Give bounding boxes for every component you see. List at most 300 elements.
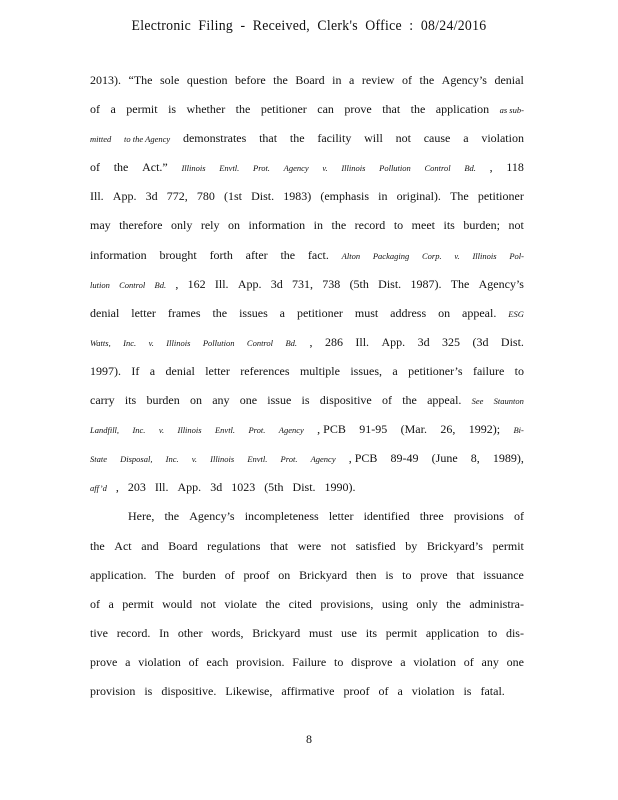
word: App. (381, 334, 406, 349)
word: facility (317, 131, 352, 146)
word: (3d (472, 334, 489, 349)
word: “The (128, 73, 153, 87)
word: the (280, 247, 296, 262)
citation-word: Alton (341, 250, 361, 261)
text-line (90, 245, 524, 274)
word: Ill. (90, 189, 104, 204)
word: information (248, 218, 306, 233)
word: petitioner (260, 102, 307, 117)
word: its (443, 218, 455, 233)
word: of (463, 654, 474, 669)
citation-word: Corp. (422, 250, 442, 261)
text-line (90, 506, 524, 535)
word: 286 (324, 334, 343, 349)
citation-word: Landfill, (90, 425, 120, 436)
word: to (487, 625, 498, 640)
word: incompleteness (244, 509, 319, 524)
word: therefore (119, 218, 163, 233)
word: a (110, 102, 116, 117)
word: permit (385, 625, 418, 640)
word: is (168, 102, 177, 117)
word: using (381, 596, 408, 611)
word: application (425, 625, 480, 640)
citation-word: Envtl. (214, 425, 236, 436)
text-line (90, 303, 524, 332)
word: meet (411, 218, 435, 233)
word: 1989), (492, 451, 524, 466)
citation-word: v. (191, 454, 197, 465)
word: The (450, 189, 469, 204)
word: each (206, 654, 229, 669)
word: of (90, 102, 100, 117)
word: must (308, 625, 333, 640)
word: the (265, 596, 281, 611)
word: App. (237, 276, 262, 291)
text-line (90, 565, 524, 594)
citation-word: Envtl. (247, 454, 268, 465)
word: by (405, 538, 418, 553)
word: fatal. (480, 683, 505, 698)
word: application. (90, 567, 147, 582)
word: the (212, 305, 228, 320)
word: provision (90, 683, 136, 698)
word: App. (177, 480, 202, 495)
word: (5th (349, 276, 369, 291)
text-line (90, 99, 524, 128)
word: The (155, 567, 174, 582)
citation-word: Bd. (464, 163, 476, 174)
citation-word: Pollution (379, 163, 411, 174)
citation-word: v. (454, 250, 460, 261)
word: of (188, 654, 199, 669)
word: is (144, 683, 153, 698)
citation-word: Bd. (154, 279, 167, 290)
word: to (334, 654, 344, 669)
word: Agency’s (441, 73, 487, 87)
word: Brickyard’s (426, 538, 483, 553)
word: disprove (351, 654, 393, 669)
text-line (90, 681, 524, 710)
text-line (90, 652, 524, 681)
word: question (186, 73, 228, 87)
word: of (378, 683, 389, 698)
citation-word: Prot. (248, 425, 266, 436)
citation-word: See (471, 396, 484, 407)
word: a (125, 654, 131, 669)
word: regulations (207, 538, 261, 553)
word: burden (146, 393, 180, 408)
word: 738 (322, 276, 341, 291)
word: only (170, 218, 193, 233)
word: violation (138, 654, 181, 669)
word: that (382, 102, 401, 117)
text-line (90, 215, 524, 244)
citation-word: Illinois (472, 250, 497, 261)
word: violation (411, 683, 455, 698)
word: review (361, 73, 395, 87)
word: administra- (469, 596, 524, 611)
word: not (508, 218, 524, 233)
word: a (108, 596, 114, 611)
word: Board (168, 538, 198, 553)
word: violation (481, 131, 524, 146)
citation-word: lution (90, 279, 110, 290)
word: the (289, 131, 305, 146)
text-line (90, 448, 524, 477)
word: use (341, 625, 358, 640)
text-line (90, 274, 524, 303)
word: burden (182, 567, 216, 582)
word: can (317, 102, 334, 117)
word: information (90, 247, 147, 262)
word: permit (492, 538, 524, 553)
citation-word: Control (119, 279, 146, 290)
word: Brickyard (252, 625, 301, 640)
word: of (381, 393, 392, 408)
word: sole (159, 73, 180, 87)
citation-word: aff’d (90, 483, 107, 494)
word: the (402, 393, 417, 408)
word: Dist. (378, 276, 402, 291)
word: letter (205, 363, 230, 378)
word: in (313, 218, 323, 233)
citation-word: Prot. (253, 163, 270, 174)
word: of (401, 73, 412, 87)
word: the (446, 596, 461, 611)
citation-word: Pol- (509, 250, 524, 261)
word: In (159, 625, 170, 640)
word: 26, (440, 422, 456, 437)
word: , (115, 480, 119, 495)
citation-word: Inc. (123, 337, 137, 348)
word: only (416, 596, 438, 611)
word: on (189, 393, 202, 408)
word: words, (211, 625, 244, 640)
word: 1987). (410, 276, 442, 291)
word: Ill. (355, 334, 370, 349)
word: that (270, 538, 289, 553)
text-line (90, 186, 524, 215)
word: appeal. (462, 305, 497, 320)
word: permit (126, 102, 158, 117)
word: address (390, 305, 427, 320)
word: dispositive. (161, 683, 217, 698)
word: , (489, 160, 493, 175)
word: cited (288, 596, 312, 611)
citation-word: Control (246, 337, 274, 348)
body-text (90, 70, 524, 710)
word: record. (116, 625, 151, 640)
text-line (90, 332, 524, 361)
word: fact. (307, 247, 329, 262)
citation-word: Illinois (177, 425, 202, 436)
citation-word: Inc. (132, 425, 146, 436)
citation-word: v. (322, 163, 328, 174)
word: references (240, 363, 290, 378)
citation-word: Staunton (493, 396, 524, 407)
word: denial (494, 73, 524, 87)
word: 89-49 (390, 451, 419, 466)
word: burden; (463, 218, 500, 233)
text-line (90, 594, 524, 623)
text-line (90, 419, 524, 448)
page-number: 8 (306, 732, 312, 746)
word: (June (431, 451, 458, 466)
word: carry (90, 393, 115, 408)
word: a (400, 654, 406, 669)
word: of (90, 596, 100, 611)
word: cause (423, 131, 451, 146)
text-line (90, 477, 524, 506)
word: 118 (506, 160, 524, 175)
word: on (227, 218, 240, 233)
word: , PCB (348, 451, 378, 466)
word: that (259, 131, 278, 146)
word: Dist. (292, 480, 316, 495)
word: proof (343, 683, 370, 698)
word: whether (186, 102, 226, 117)
word: provision. (236, 654, 285, 669)
word: denial (165, 363, 195, 378)
word: The (450, 276, 470, 291)
word: any (212, 393, 230, 408)
word: 2013). (90, 73, 121, 87)
word: identified (363, 509, 410, 524)
citation-word: Agency (283, 163, 309, 174)
word: Dist. (500, 334, 524, 349)
citation-word: Bd. (285, 337, 298, 348)
word: issues, (350, 363, 383, 378)
word: Here, (128, 509, 155, 524)
word: issue (267, 393, 292, 408)
word: dis- (505, 625, 524, 640)
word: the (164, 509, 180, 524)
citation-word: ESG (508, 308, 524, 319)
citation-word: Illinois (210, 454, 235, 465)
word: demonstrates (182, 131, 247, 146)
word: a (397, 683, 403, 698)
word: provisions (453, 509, 504, 524)
word: the (331, 218, 347, 233)
word: in (332, 73, 342, 87)
word: 3d (270, 276, 283, 291)
word: 8, (470, 451, 480, 466)
word: of (90, 160, 100, 175)
word: appeal. (427, 393, 462, 408)
text-line (90, 361, 524, 390)
citation-word: Bi- (513, 425, 524, 436)
word: 1997). (90, 363, 121, 378)
word: its (124, 393, 137, 408)
word: petitioner’s (408, 363, 463, 378)
citation-word: Illinois (181, 163, 206, 174)
word: satisfied (355, 538, 396, 553)
word: three (419, 509, 444, 524)
word: , (309, 334, 313, 349)
word: the (410, 102, 426, 117)
word: 1983) (283, 189, 312, 204)
word: is (301, 393, 310, 408)
word: letter (131, 305, 156, 320)
word: one (506, 654, 524, 669)
citation-word: Illinois (166, 337, 191, 348)
word: Agency’s (189, 509, 235, 524)
text-line (90, 390, 524, 419)
text-line (90, 128, 524, 157)
word: permit (122, 596, 154, 611)
word: 162 (187, 276, 206, 291)
word: (1st (223, 189, 242, 204)
citation-word: v. (158, 425, 165, 436)
citation-word: Packaging (372, 250, 410, 261)
word: Failure (292, 654, 327, 669)
word: were (297, 538, 322, 553)
word: any (481, 654, 499, 669)
word: one (239, 393, 258, 408)
word: other (177, 625, 203, 640)
word: 780 (196, 189, 215, 204)
word: not (330, 538, 347, 553)
word: may (90, 218, 111, 233)
word: a (463, 131, 469, 146)
word: before (235, 73, 266, 87)
word: a (349, 73, 355, 87)
word: (5th (264, 480, 284, 495)
word: 1990). (324, 480, 356, 495)
citation-word: v. (148, 337, 154, 348)
word: Likewise, (225, 683, 273, 698)
word: not (200, 596, 216, 611)
citation-word: State (90, 454, 107, 465)
word: of (513, 509, 524, 524)
word: to (514, 363, 524, 378)
word: violate (224, 596, 257, 611)
word: will (364, 131, 383, 146)
word: (emphasis (320, 189, 370, 204)
word: the (113, 160, 129, 175)
word: of (224, 567, 235, 582)
word: 3d (210, 480, 223, 495)
citation-word: Agency (310, 454, 336, 465)
word: brought (159, 247, 197, 262)
text-line (90, 623, 524, 652)
word: App. (112, 189, 137, 204)
word: is (385, 567, 394, 582)
text-line (90, 536, 524, 565)
word: If (131, 363, 140, 378)
word: , PCB (317, 422, 346, 437)
word: 203 (127, 480, 146, 495)
word: Ill. (214, 276, 229, 291)
word: Board (295, 73, 325, 87)
citation-word: Watts, (90, 337, 111, 348)
citation-word: Prot. (280, 454, 298, 465)
word: rely (200, 218, 220, 233)
word: the (273, 73, 288, 87)
word: failure (472, 363, 505, 378)
word: then (355, 567, 377, 582)
word: Brickyard (299, 567, 348, 582)
word: 772, (166, 189, 188, 204)
word: to (402, 567, 412, 582)
word: after (245, 247, 268, 262)
word: Act (114, 538, 132, 553)
word: 1992); (468, 422, 501, 437)
word: 3d (145, 189, 158, 204)
word: issuance (483, 567, 524, 582)
word: issues (239, 305, 268, 320)
citation-word: mitted (90, 134, 112, 145)
word: that (456, 567, 475, 582)
word: petitioner (296, 305, 343, 320)
word: petitioner (477, 189, 524, 204)
word: denial (90, 305, 120, 320)
word: letter (328, 509, 354, 524)
word: a (392, 363, 398, 378)
word: multiple (299, 363, 340, 378)
citation-word: to the Agency (124, 134, 171, 145)
word: , (175, 276, 179, 291)
word: 3d (417, 334, 430, 349)
word: (Mar. (400, 422, 427, 437)
word: dispositive (319, 393, 372, 408)
word: 1023 (231, 480, 256, 495)
word: prove (344, 102, 372, 117)
citation-word: Envtl. (219, 163, 240, 174)
word: on (438, 305, 451, 320)
word: to (393, 218, 404, 233)
citation-word: Disposal, (120, 454, 153, 465)
word: its (365, 625, 378, 640)
word: the (419, 73, 435, 87)
word: 325 (442, 334, 461, 349)
word: tive (90, 625, 108, 640)
word: Dist. (251, 189, 275, 204)
word: provisions, (320, 596, 374, 611)
word: and (141, 538, 159, 553)
word: is (463, 683, 472, 698)
word: in (378, 189, 388, 204)
citation-word: Illinois (341, 163, 366, 174)
citation-word: Inc. (165, 454, 179, 465)
citation-word: as sub- (499, 105, 524, 116)
word: the (235, 102, 251, 117)
word: frames (167, 305, 201, 320)
citation-word: Pollution (202, 337, 235, 348)
word: Act.” (142, 160, 168, 175)
word: prove (90, 654, 118, 669)
citation-word: Agency (278, 425, 304, 436)
citation-word: Control (424, 163, 451, 174)
word: a (279, 305, 285, 320)
text-line (90, 70, 524, 99)
filing-stamp-header: Electronic Filing - Received, Clerk's Office : 08/24/2016 (131, 18, 487, 34)
word: a (149, 363, 156, 378)
word: 731, (292, 276, 314, 291)
word: forth (209, 247, 233, 262)
word: on (278, 567, 291, 582)
word: proof (243, 567, 270, 582)
word: Ill. (154, 480, 169, 495)
word: must (354, 305, 379, 320)
word: 91-95 (359, 422, 388, 437)
word: application (435, 102, 490, 117)
word: would (162, 596, 193, 611)
word: violation (413, 654, 456, 669)
text-line (90, 157, 524, 186)
word: affirmative (281, 683, 335, 698)
word: Agency’s (478, 276, 524, 291)
